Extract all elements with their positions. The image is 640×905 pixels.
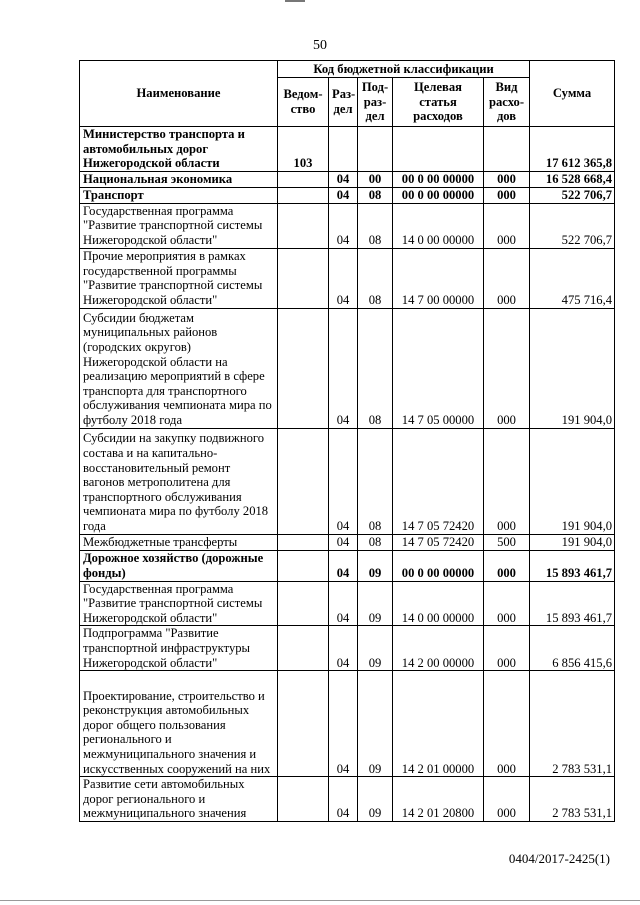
row-subsection: 09	[358, 671, 393, 777]
row-target: 14 7 05 72420	[393, 428, 484, 534]
row-sum: 6 856 415,6	[530, 626, 615, 671]
row-target: 14 7 05 72420	[393, 534, 484, 550]
row-dept	[278, 581, 329, 626]
row-exp-type: 000	[484, 550, 530, 581]
row-name: Транспорт	[80, 187, 278, 203]
row-dept	[278, 777, 329, 822]
row-exp-type: 000	[484, 248, 530, 308]
row-name: Субсидии на закупку подвижного состава и на капитально-восстановительный ремонт вагонов метрополитена для транспортного обслуживания чемпионата мира по футболу 2018 года	[80, 428, 278, 534]
row-exp-type: 000	[484, 203, 530, 248]
row-target: 14 2 01 00000	[393, 671, 484, 777]
row-dept	[278, 248, 329, 308]
budget-table	[79, 60, 615, 822]
row-dept	[278, 171, 329, 187]
table-row	[80, 248, 615, 308]
row-name: Межбюджетные трансферты	[80, 534, 278, 550]
table-row	[80, 671, 615, 777]
bottom-scan-line	[0, 900, 640, 901]
row-exp-type	[484, 127, 530, 172]
row-exp-type: 000	[484, 671, 530, 777]
row-sum: 16 528 668,4	[530, 171, 615, 187]
row-target: 14 7 05 00000	[393, 308, 484, 428]
header-section: Раз-дел	[329, 78, 358, 127]
row-subsection: 09	[358, 626, 393, 671]
row-dept	[278, 428, 329, 534]
row-subsection: 08	[358, 534, 393, 550]
row-exp-type: 000	[484, 308, 530, 428]
row-name: Министерство транспорта и автомобильных дорог Нижегородской области	[80, 127, 278, 172]
row-target: 00 0 00 00000	[393, 171, 484, 187]
row-section: 04	[329, 671, 358, 777]
row-exp-type: 500	[484, 534, 530, 550]
row-target: 14 7 00 00000	[393, 248, 484, 308]
document-code: 0404/2017-2425(1)	[508, 851, 610, 866]
header-exp-type: Вид расхо-дов	[484, 78, 530, 127]
table-row	[80, 534, 615, 550]
row-exp-type: 000	[484, 581, 530, 626]
row-exp-type: 000	[484, 777, 530, 822]
table-row	[80, 127, 615, 172]
row-target: 14 2 00 00000	[393, 626, 484, 671]
row-name: Дорожное хозяйство (дорожные фонды)	[80, 550, 278, 581]
table-row	[80, 777, 615, 822]
row-name: Развитие сети автомобильных дорог регионального и межмуниципального значения	[80, 777, 278, 822]
row-section: 04	[329, 187, 358, 203]
row-target: 14 0 00 00000	[393, 203, 484, 248]
row-target: 14 2 01 20800	[393, 777, 484, 822]
header-name: Наименование	[80, 61, 278, 127]
header-subsection: Под-раз-дел	[358, 78, 393, 127]
row-sum: 475 716,4	[530, 248, 615, 308]
row-sum: 191 904,0	[530, 308, 615, 428]
row-section: 04	[329, 248, 358, 308]
row-subsection: 00	[358, 171, 393, 187]
row-target: 00 0 00 00000	[393, 550, 484, 581]
row-name: Государственная программа "Развитие транспортной системы Нижегородской области"	[80, 581, 278, 626]
row-dept	[278, 187, 329, 203]
table-row	[80, 187, 615, 203]
table-row	[80, 626, 615, 671]
row-subsection: 08	[358, 187, 393, 203]
header-sum: Сумма	[530, 61, 615, 127]
top-scan-mark	[285, 0, 305, 2]
header-target: Целевая статья расходов	[393, 78, 484, 127]
row-name: Национальная экономика	[80, 171, 278, 187]
row-sum: 2 783 531,1	[530, 777, 615, 822]
row-target: 14 0 00 00000	[393, 581, 484, 626]
row-section	[329, 127, 358, 172]
row-name: Субсидии бюджетам муниципальных районов (городских округов) Нижегородской области на реализацию мероприятий в сфере транспорта для транспортного обслуживания чемпионата мира по футболу 2018 года	[80, 308, 278, 428]
row-target: 00 0 00 00000	[393, 187, 484, 203]
row-dept	[278, 626, 329, 671]
row-section: 04	[329, 171, 358, 187]
row-dept	[278, 203, 329, 248]
row-name: Прочие мероприятия в рамках государственной программы "Развитие транспортной системы Нижегородской области"	[80, 248, 278, 308]
row-section: 04	[329, 203, 358, 248]
row-subsection	[358, 127, 393, 172]
row-name: Подпрограмма "Развитие транспортной инфраструктуры Нижегородской области"	[80, 626, 278, 671]
table-row	[80, 581, 615, 626]
row-name: Проектирование, строительство и реконструкция автомобильных дорог общего пользования регионального и межмуниципального значения и искусственных сооружений на них	[80, 671, 278, 777]
row-exp-type: 000	[484, 428, 530, 534]
row-sum: 17 612 365,8	[530, 127, 615, 172]
table-row	[80, 550, 615, 581]
row-section: 04	[329, 550, 358, 581]
row-dept	[278, 308, 329, 428]
row-subsection: 09	[358, 581, 393, 626]
row-dept: 103	[278, 127, 329, 172]
header-classification-group: Код бюджетной классификации	[278, 61, 530, 78]
table-row	[80, 428, 615, 534]
row-subsection: 08	[358, 203, 393, 248]
row-dept	[278, 671, 329, 777]
page-number: 50	[313, 38, 327, 53]
row-exp-type: 000	[484, 187, 530, 203]
row-target	[393, 127, 484, 172]
row-name: Государственная программа "Развитие транспортной системы Нижегородской области"	[80, 203, 278, 248]
row-section: 04	[329, 534, 358, 550]
table-row	[80, 308, 615, 428]
row-sum: 2 783 531,1	[530, 671, 615, 777]
row-subsection: 08	[358, 428, 393, 534]
row-subsection: 08	[358, 248, 393, 308]
row-dept	[278, 534, 329, 550]
header-dept: Ведом-ство	[278, 78, 329, 127]
row-subsection: 08	[358, 308, 393, 428]
row-section: 04	[329, 308, 358, 428]
row-subsection: 09	[358, 550, 393, 581]
table-row	[80, 171, 615, 187]
row-section: 04	[329, 777, 358, 822]
row-section: 04	[329, 428, 358, 534]
table-row	[80, 203, 615, 248]
row-sum: 522 706,7	[530, 187, 615, 203]
row-sum: 191 904,0	[530, 534, 615, 550]
row-section: 04	[329, 626, 358, 671]
row-sum: 522 706,7	[530, 203, 615, 248]
row-subsection: 09	[358, 777, 393, 822]
row-sum: 15 893 461,7	[530, 581, 615, 626]
row-dept	[278, 550, 329, 581]
row-exp-type: 000	[484, 626, 530, 671]
row-section: 04	[329, 581, 358, 626]
row-sum: 15 893 461,7	[530, 550, 615, 581]
row-exp-type: 000	[484, 171, 530, 187]
row-sum: 191 904,0	[530, 428, 615, 534]
